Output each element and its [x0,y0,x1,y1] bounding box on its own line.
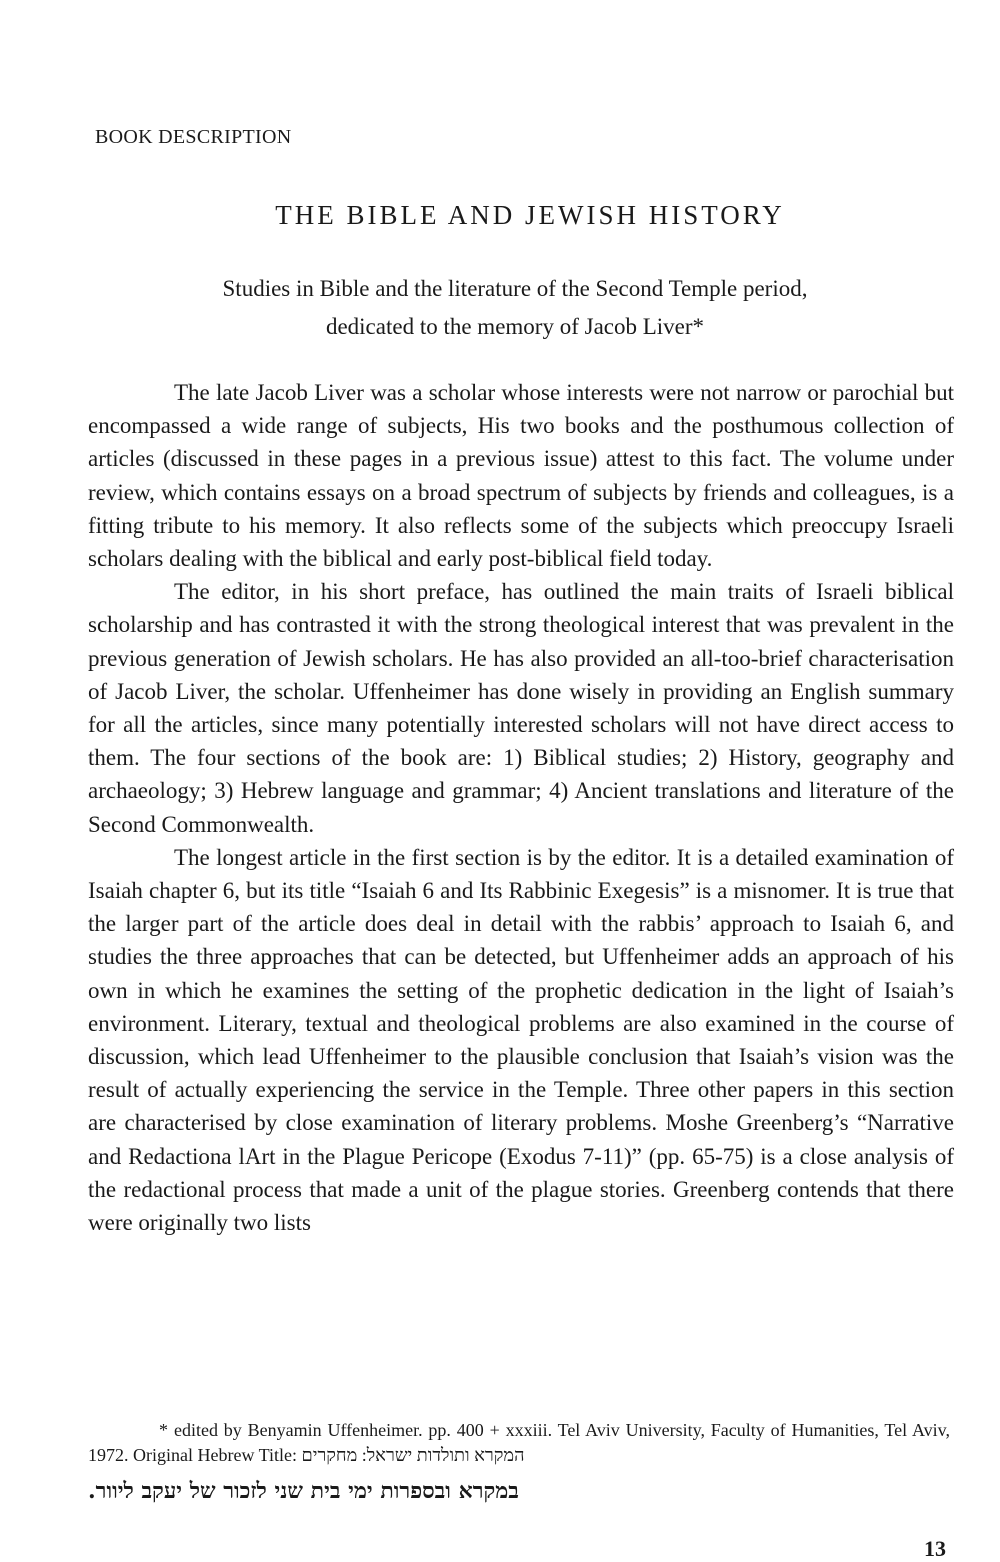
page-number: 13 [924,1536,946,1561]
paragraph-3: The longest article in the first section is by the editor. It is a detailed examination of Isaiah chapter 6, but its title “Isaiah 6 and Its Rabbinic Exegesis” is a misnomer. It is true that the larger part of the article does deal in detail with the rabbis’ approach to Isaiah 6, and studies the three approaches that can be detected, but Uffenheimer adds an approach of his own in which he examines the setting of the prophetic dedication in the light of Isaiah’s environment. Literary, textual and theological problems are also examined in the course of discussion, which lead Uffenheimer to the plausible conclusion that Isaiah’s vision was the result of actually experiencing the service in the Temple. Three other papers in this section are characterised by close examination of literary problems. Moshe Greenberg’s “Narrative and Redactiona lArt in the Plague Pericope (Exodus 7-11)” (pp. 65-75) is a close analysis of the redactional process that made a unit of the plague stories. Greenberg contends that there were originally two lists [88,844,954,1236]
paragraph-1: The late Jacob Liver was a scholar whose interests were not narrow or parochial but encompassed a wide range of subjects, His two books and the posthumous collection of articles (discussed in these pages in a previous issue) attest to this fact. The volume under review, which contains essays on a broad spectrum of subjects by friends and colleagues, is a fitting tribute to his memory. It also reflects some of the subjects which preoccupy Israeli scholars dealing with the biblical and early post-biblical field today. [88,380,954,572]
paragraph-2: The editor, in his short preface, has outlined the main traits of Israeli biblical scholarship and has contrasted it with the strong theological interest that was prevalent in the previous generation of Jewish scholars. He has also provided an all-too-brief characterisation of Jacob Liver, the scholar. Uffenheimer has done wisely in providing an English summary for all the articles, since many potentially interested scholars will not have direct access to them. The four sections of the book are: 1) Biblical studies; 2) History, geography and archaeology; 3) Hebrew language and grammar; 4) Ancient translations and literature of the Second Commonwealth. [88,579,954,837]
subtitle-line-1: Studies in Bible and the literature of the Second Temple period, [222,276,808,301]
footnote-marker: * [159,1420,168,1440]
subtitle-line-2: dedicated to the memory of Jacob Liver* [325,314,705,339]
book-title: THE BIBLE AND JEWISH HISTORY [275,200,785,230]
footnote-hebrew-title: במקרא ובספרות ימי בית שני לזכור של יעקב ליוור. [88,1478,519,1504]
article-body [88,376,954,1239]
footnote [88,1418,950,1468]
section-header: BOOK DESCRIPTION [95,126,292,148]
footnote-text: edited by Benyamin Uffenheimer. pp. 400 + xxxiii. Tel Aviv University, Faculty of Humanities, Tel Aviv, 1972. Original Hebrew Title: המקרא ותולדות ישראל: מחקרים [88,1420,950,1465]
book-subtitle [120,270,910,346]
